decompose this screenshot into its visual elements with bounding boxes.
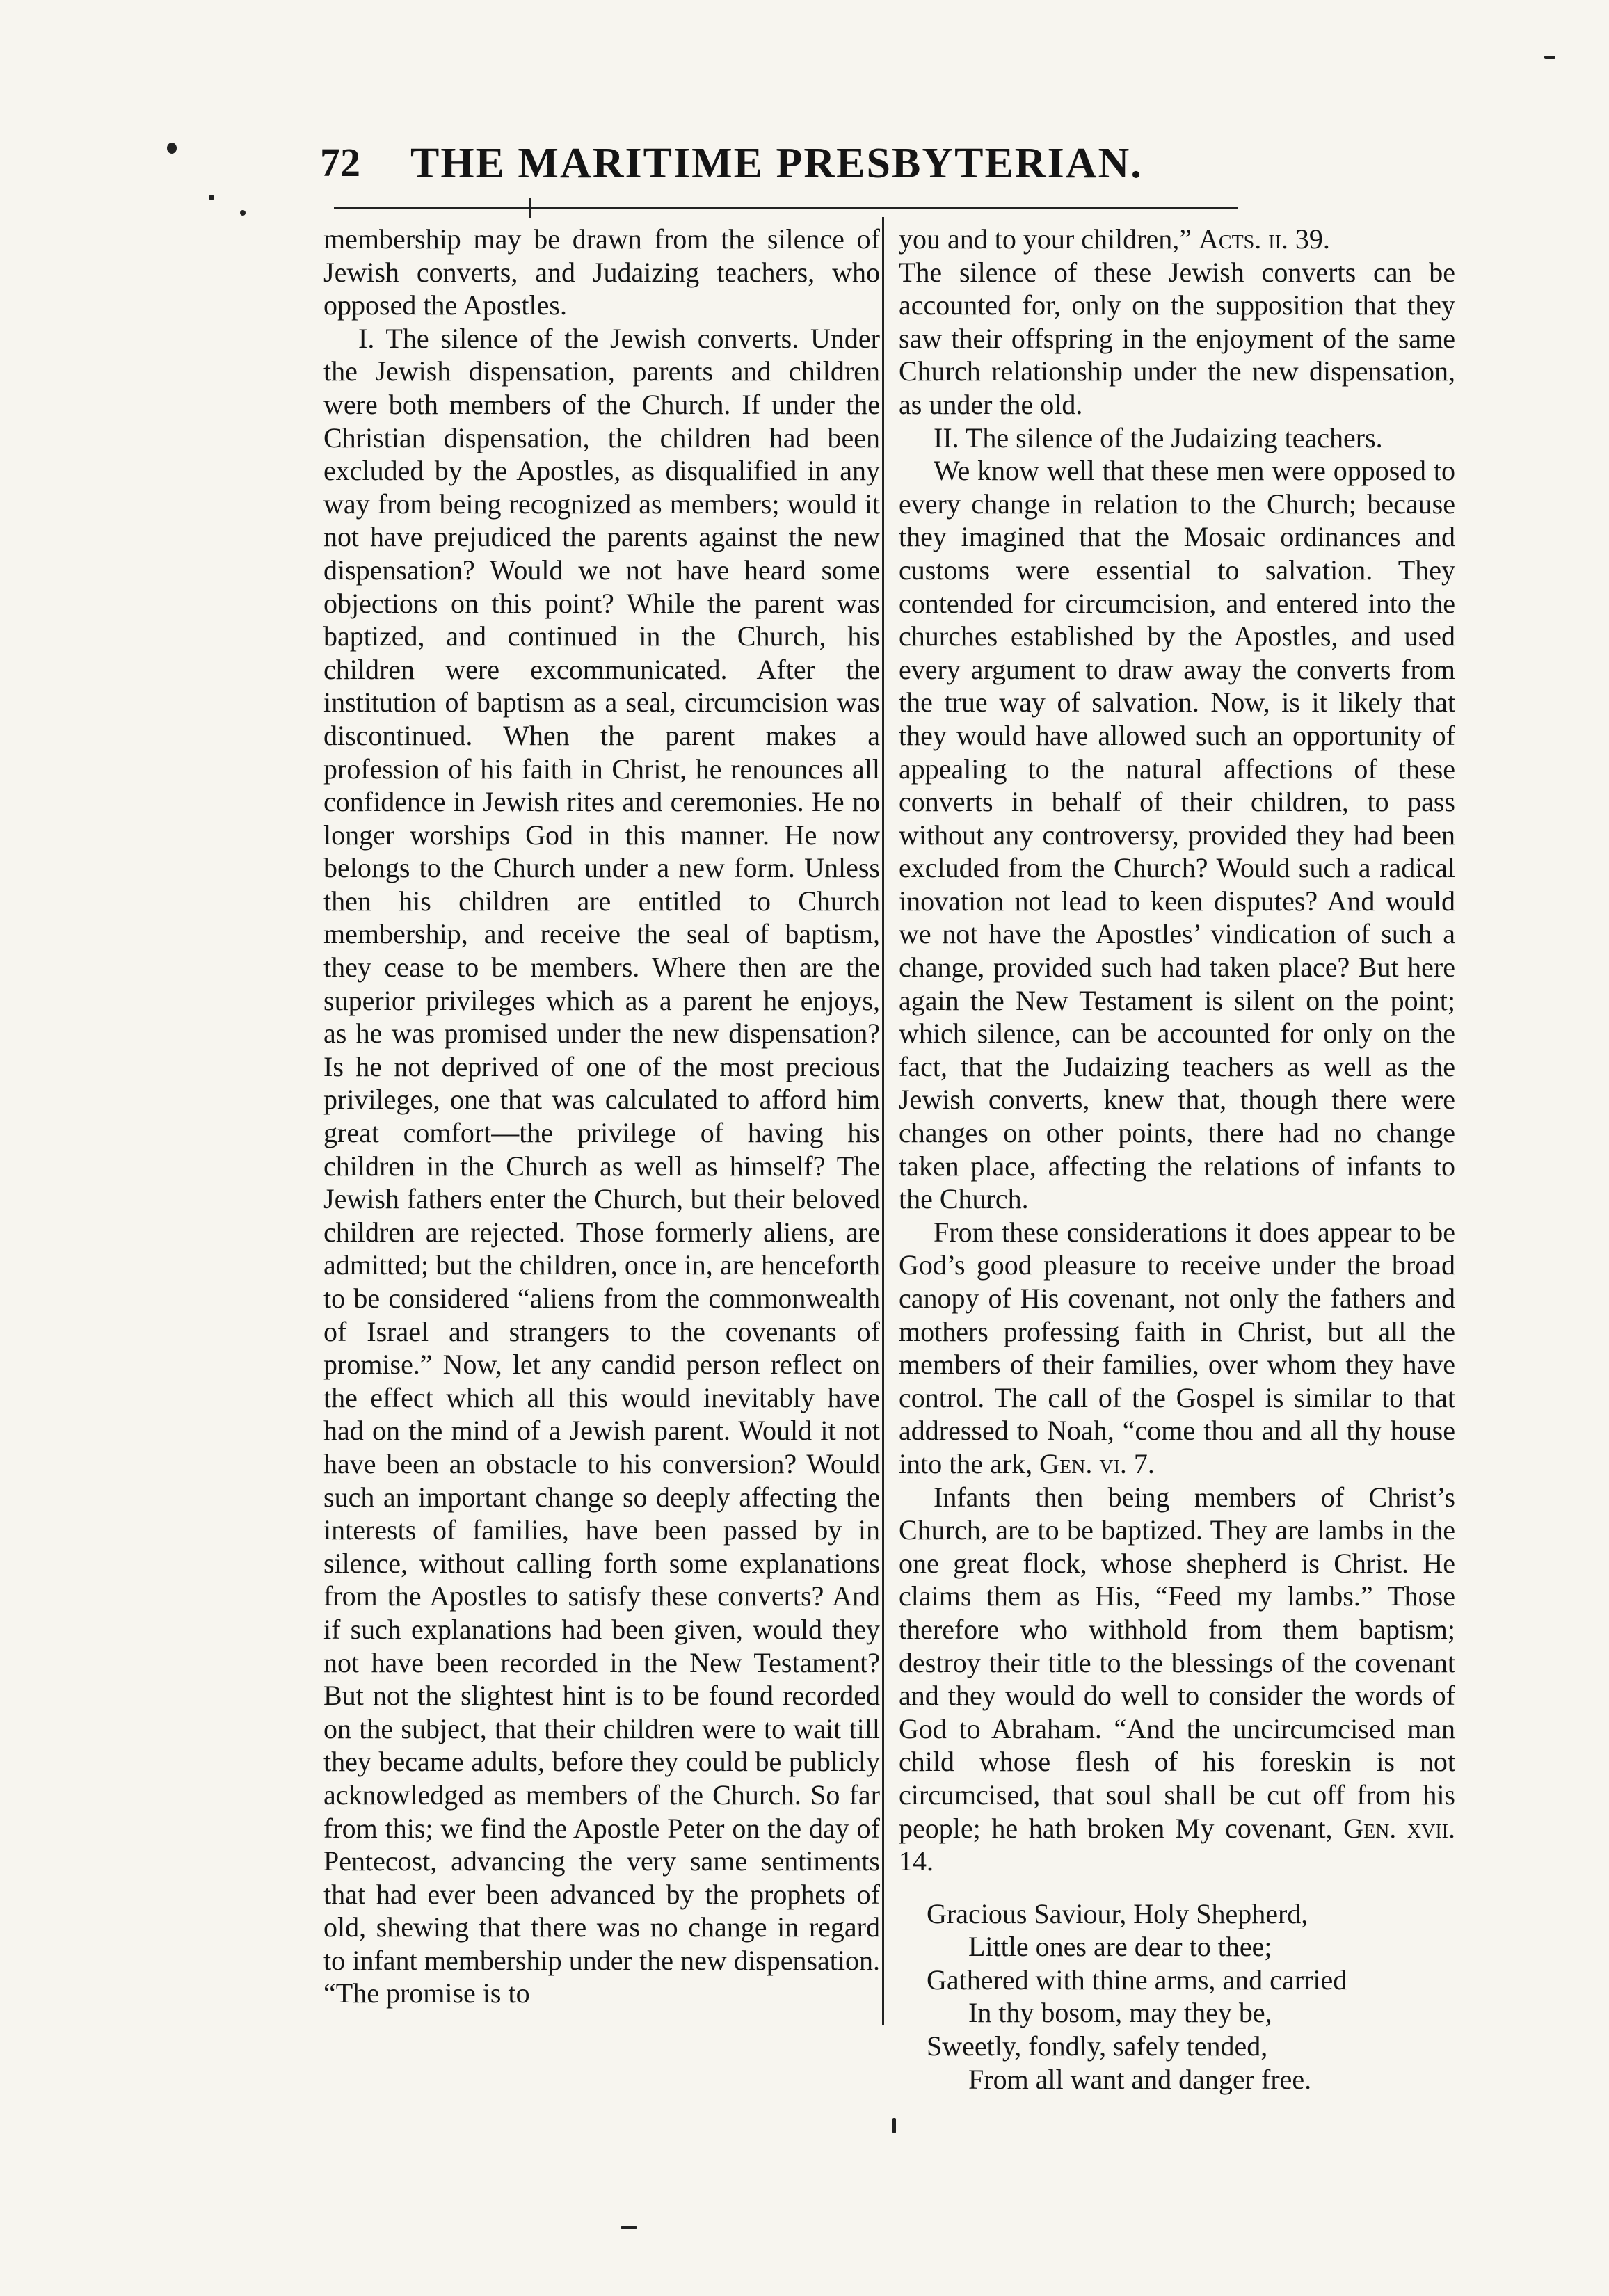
right-paragraph-5-text: From these considerations it does appear to be God’s good pleasure to receive under the broad canopy of His covenant, not only the fathers and mothers professing faith in Christ, but all the members of their families, over whom they have control. The call of the Gospel is similar to that addressed to Noah, “come thou and all thy house into the ark, — [899, 1216, 1455, 1479]
right-paragraph-5 — [899, 1216, 1455, 1481]
header-rule — [334, 207, 1238, 209]
scan-speck — [892, 2118, 896, 2133]
right-paragraph-2: The silence of these Jewish converts can be accounted for, only on the supposition that they saw their offspring in the enjoyment of the same Church relationship under the new dispensation, as under the old. — [899, 256, 1455, 420]
right-column — [899, 223, 1455, 2096]
scripture-reference: Gen. vi. 7. — [1039, 1447, 1155, 1479]
header-rule-tick — [529, 198, 531, 218]
scan-speck — [209, 195, 214, 200]
right-paragraph-6-text: Infants then being members of Christ’s Church, are to be baptized. They are lambs in the one great flock, whose shepherd is Christ. He claims them as His, “Feed my lambs.” Those therefore who withhold from them baptism; destroy their title to the blessings of the covenant and they would do well to consider the words of God to Abraham. “And the uncircumcised man child whose flesh of his foreskin is not circumcised, that soul shall be cut off from his people; he hath broken My covenant, — [899, 1481, 1455, 1844]
column-divider — [882, 217, 884, 2025]
poem-line: Little ones are dear to thee; — [968, 1931, 1272, 1963]
poem-line: Gracious Saviour, Holy Shepherd, — [927, 1897, 1308, 1929]
poem-line: In thy bosom, may they be, — [968, 1997, 1272, 2029]
right-paragraph-1 — [899, 223, 1455, 256]
section-heading-2: II. The silence of the Judaizing teachers. — [934, 422, 1383, 453]
page-header — [299, 139, 1259, 195]
left-paragraph-1: membership may be drawn from the silence of Jewish converts, and Judaizing teachers, who opposed the Apostles. — [323, 223, 880, 321]
right-paragraph-1-text: you and to your children,” — [899, 223, 1192, 255]
scan-speck — [167, 143, 177, 154]
scan-speck — [240, 210, 246, 216]
poem-line: From all want and danger free. — [968, 2063, 1312, 2095]
running-title: THE MARITIME PRESBYTERIAN. — [410, 140, 1143, 187]
hymn-stanza — [899, 1897, 1455, 2096]
scan-speck — [621, 2226, 637, 2229]
left-column — [323, 223, 880, 2010]
scripture-reference: Acts. ii. 39. — [1199, 223, 1330, 255]
right-paragraph-6 — [899, 1481, 1455, 1878]
right-paragraph-4: We know well that these men were opposed to every change in relation to the Church; because they imagined that the Mosaic ordinances and customs were essential to salvation. They contended for circumcision, and entered into the churches established by the Apostles, and used every argument to draw away the converts from the true way of salvation. Now, is it likely that they would have allowed such an opportunity of appealing to the natural affections of these converts in behalf of their children, to pass without any controversy, provided they had been excluded from the Church? Would such a radical inovation not lead to keen disputes? And would we not have the Apostles’ vindication of such a change, provided such had taken place? But here again the New Testament is silent on the point; which silence, can be accounted for only on the fact, that the Judaizing teachers as well as the Jewish converts, knew that, though there were changes on other points, there had no change taken place, affecting the relations of infants to the Church. — [899, 455, 1455, 1215]
scan-speck — [1544, 56, 1555, 59]
poem-line: Gathered with thine arms, and carried — [927, 1964, 1347, 1996]
page-number: 72 — [320, 140, 360, 185]
left-paragraph-2: I. The silence of the Jewish converts. Under the Jewish dispensation, parents and children were both members of the Church. If under the Christian dispensation, the children had been excluded by the Apostles, as disqualified in any way from being recognized as members; would it not have prejudiced the parents against the new dispensation? Would we not have heard some objections on this point? While the parent was baptized, and continued in the Church, his children were excommunicated. After the institution of baptism as a seal, circumcision was discontinued. When the parent makes a profession of his faith in Christ, he renounces all confidence in Jewish rites and ceremonies. He no longer worships God in this manner. He now belongs to the Church under a new form. Unless then his children are entitled to Church membership, and receive the seal of baptism, they cease to be members. Where then are the superior privileges which as a parent he enjoys, as he was promised under the new dispensation? Is he not deprived of one of the most precious privileges, one that was calculated to afford him great comfort—the privilege of having his children in the Church as well as himself? The Jewish fathers enter the Church, but their beloved children are rejected. Those formerly aliens, are admitted; but the children, once in, are henceforth to be considered “aliens from the commonwealth of Israel and strangers to the covenants of promise.” Now, let any candid person reflect on the effect which all this would inevitably have had on the mind of a Jewish parent. Would it not have been an obstacle to his conversion? Would such an important change so deeply affecting the interests of families, have been passed by in silence, without calling forth some explanations from the Apostles to satisfy these converts? And if such explanations had been given, would they not have been recorded in the New Testament? But not the slightest hint is to be found recorded on the subject, that their children were to wait till they became adults, before they could be publicly acknowledged as members of the Church. So far from this; we find the Apostle Peter on the day of Pentecost, advancing the very same sentiments that had ever been advanced by the prophets of old, shewing that there was no change in regard to infant membership under the new dispensation. “The promise is to — [323, 322, 880, 2009]
poem-line: Sweetly, fondly, safely tended, — [927, 2030, 1268, 2062]
scripture-reference: Gen. xvii. 14. — [899, 1812, 1455, 1877]
